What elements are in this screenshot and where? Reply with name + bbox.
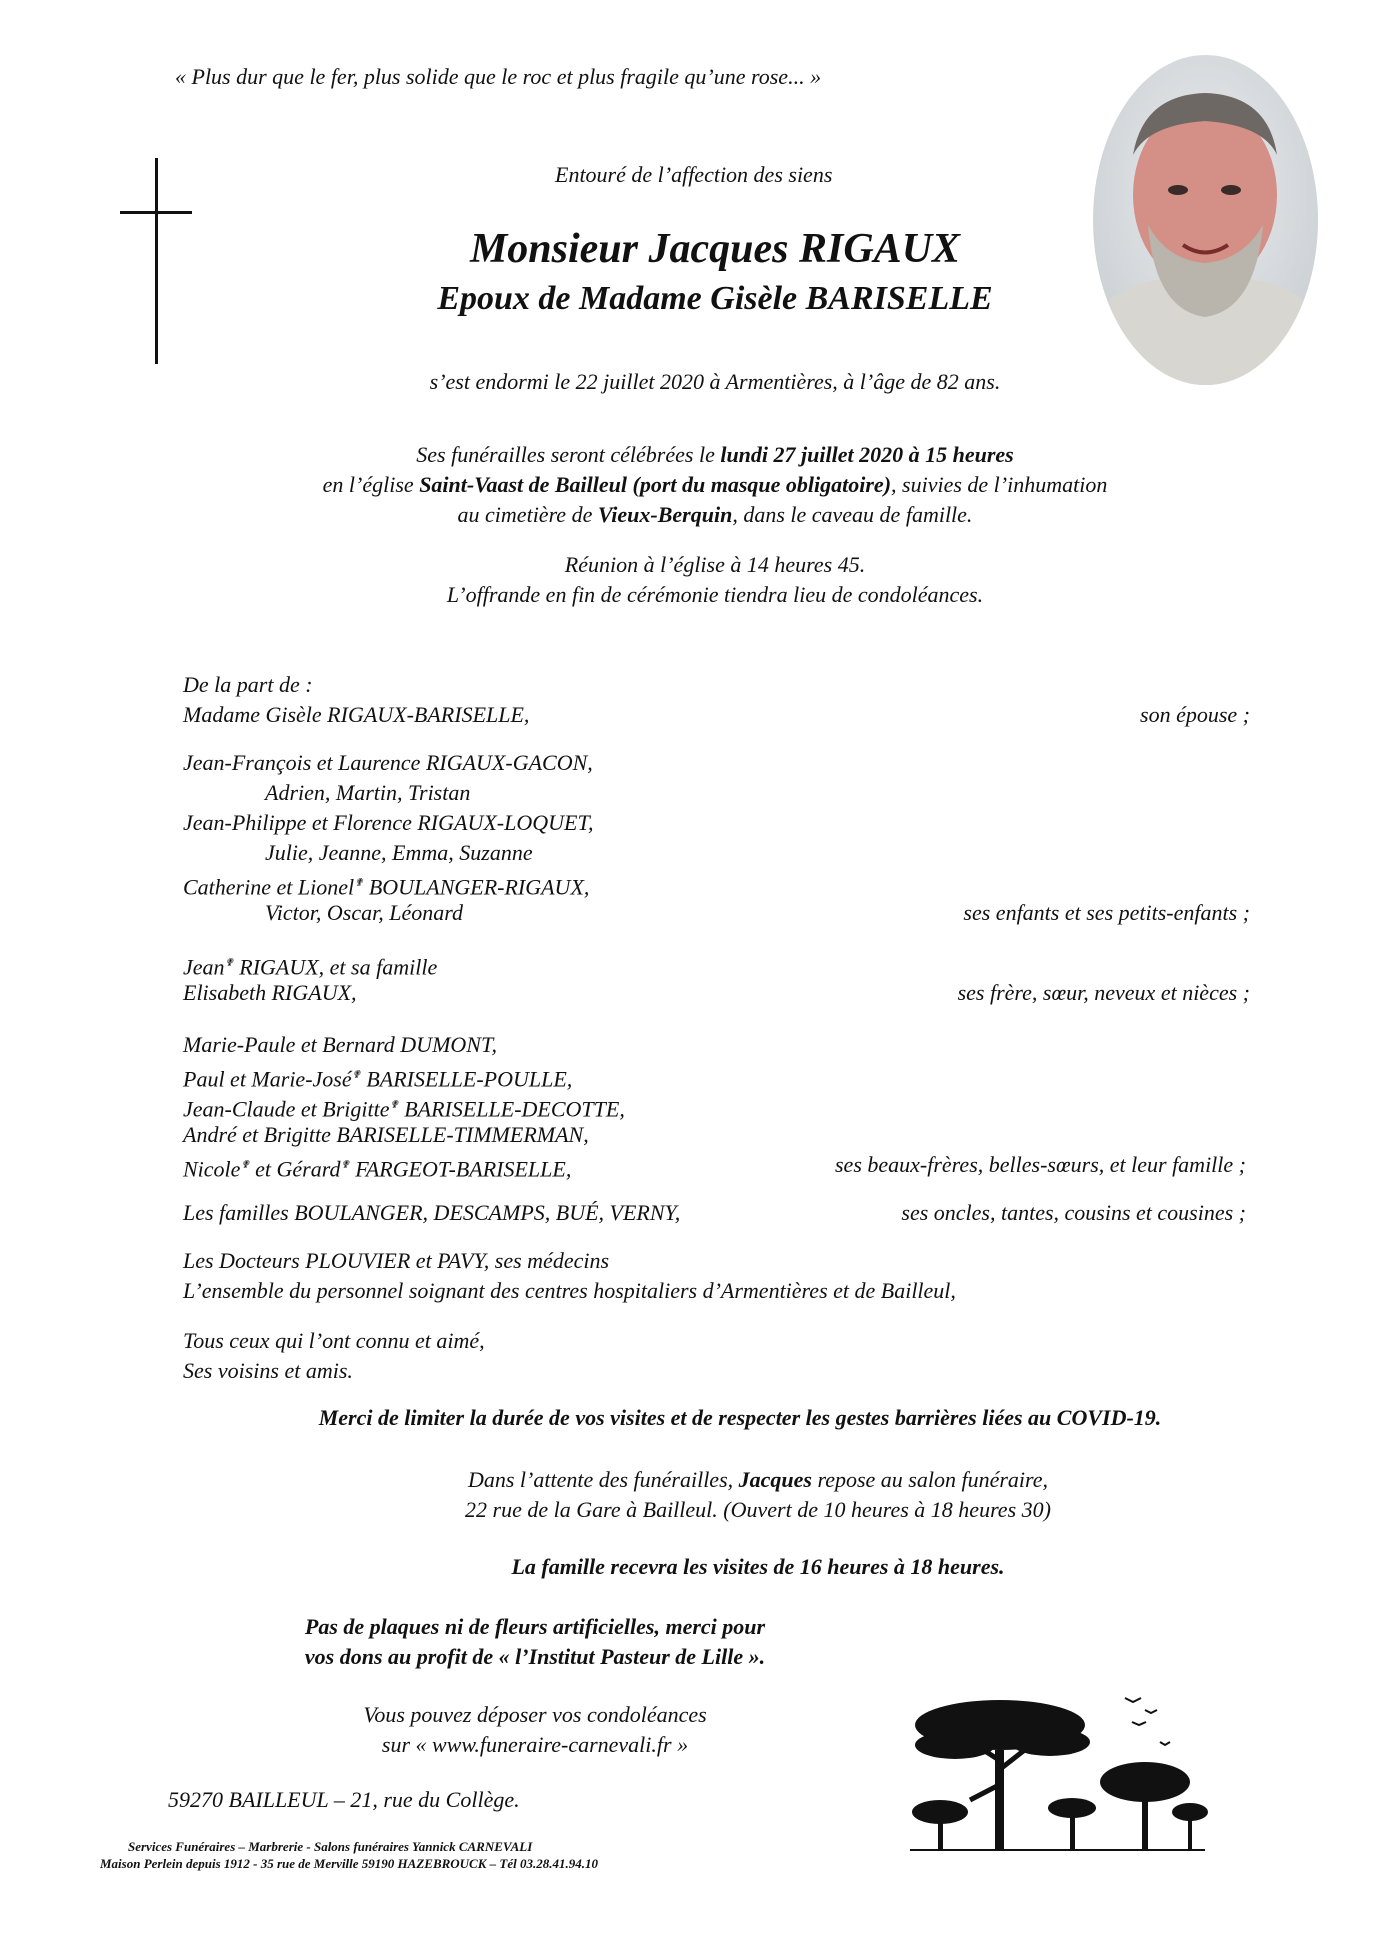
family-inlaw-1: Marie-Paule et Bernard DUMONT, (183, 1032, 498, 1057)
deceased-cross-icon: ✟ (351, 1069, 361, 1081)
rest-line-2: 22 rue de la Gare à Bailleul. (Ouvert de 10 heures à 18 heures 30) (465, 1497, 1051, 1522)
deceased-cross-icon: ✟ (354, 877, 364, 889)
deceased-cross-icon: ✟ (224, 957, 234, 969)
epigraph: « Plus dur que le fer, plus solide que le roc et plus fragile qu’une rose... » (175, 64, 822, 89)
family-families-relation: ses oncles, tantes, cousins et cousines ; (901, 1200, 1246, 1225)
deceased-cross-icon: ✟ (240, 1159, 250, 1171)
footer-line-2: Maison Perlein depuis 1912 - 35 rue de Merville 59190 HAZEBROUCK – Tél 03.28.41.94.10 (100, 1856, 598, 1871)
condolences-line-1: Vous pouvez déposer vos condoléances (363, 1702, 707, 1727)
rest-block (0, 1465, 1378, 1525)
address: 59270 BAILLEUL – 21, rue du Collège. (168, 1787, 520, 1812)
cross-icon-bar (120, 211, 192, 214)
deceased-cross-icon: ✟ (389, 1099, 399, 1111)
family-children-relation: ses enfants et ses petits-enfants ; (963, 900, 1250, 925)
funeral-line-1: Ses funérailles seront célébrées le lundi 27 juillet 2020 à 15 heures (416, 442, 1014, 467)
family-child-2: Jean-Philippe et Florence RIGAUX-LOQUET, (183, 810, 594, 835)
rest-line-1: Dans l’attente des funérailles, Jacques repose au salon funéraire, (467, 1467, 1049, 1492)
family-families: Les familles BOULANGER, DESCAMPS, BUÉ, VERNY, (183, 1200, 681, 1225)
family-header: De la part de : (183, 672, 313, 697)
family-grandchildren-2: Julie, Jeanne, Emma, Suzanne (265, 840, 533, 865)
deceased-name: Monsieur Jacques RIGAUX (469, 226, 961, 272)
covid-note: Merci de limiter la durée de vos visites et de respecter les gestes barrières liées au COVID-19. (318, 1405, 1162, 1430)
trees-birds-illustration (900, 1690, 1210, 1855)
meeting-block (0, 550, 1378, 610)
meeting-line: Réunion à l’église à 14 heures 45. (564, 552, 866, 577)
funeral-block (0, 440, 1378, 530)
family-wife: Madame Gisèle RIGAUX-BARISELLE, (183, 702, 530, 727)
family-inlaw-4: André et Brigitte BARISELLE-TIMMERMAN, (183, 1122, 589, 1147)
family-inlaw-5: Nicole✟ et Gérard✟ FARGEOT-BARISELLE, (183, 1156, 572, 1182)
family-all: Tous ceux qui l’ont connu et aimé, (183, 1328, 485, 1353)
funeral-line-2: en l’église Saint-Vaast de Bailleul (port du masque obligatoire), suivies de l’inhumation (322, 472, 1108, 497)
family-grandchildren-1: Adrien, Martin, Tristan (265, 780, 471, 805)
family-neighbors: Ses voisins et amis. (183, 1358, 353, 1383)
family-doctors: Les Docteurs PLOUVIER et PAVY, ses médecins (183, 1248, 610, 1273)
family-sibling-2: Elisabeth RIGAUX, (183, 980, 357, 1005)
family-inlaw-3: Jean-Claude et Brigitte✟ BARISELLE-DECOTTE, (183, 1096, 625, 1122)
family-child-1: Jean-François et Laurence RIGAUX-GACON, (183, 750, 593, 775)
family-wife-relation: son épouse ; (1140, 702, 1250, 727)
family-siblings-relation: ses frère, sœur, neveux et nièces ; (957, 980, 1250, 1005)
family-child-3: Catherine et Lionel✟ BOULANGER-RIGAUX, (183, 874, 590, 900)
death-line: s’est endormi le 22 juillet 2020 à Armentières, à l’âge de 82 ans. (429, 369, 1001, 394)
intro-line: Entouré de l’affection des siens (555, 162, 833, 187)
footer-line-1: Services Funéraires – Marbrerie - Salons funéraires Yannick CARNEVALI (128, 1839, 533, 1854)
family-grandchildren-3: Victor, Oscar, Léonard (265, 900, 463, 925)
condolences-line-2: sur « www.funeraire-carnevali.fr » (381, 1732, 689, 1757)
family-sibling-1: Jean✟ RIGAUX, et sa famille (183, 954, 438, 980)
visits-note: La famille recevra les visites de 16 heures à 18 heures. (511, 1554, 1005, 1579)
flowers-block (0, 1612, 1070, 1672)
deceased-cross-icon: ✟ (340, 1159, 350, 1171)
spouse-line: Epoux de Madame Gisèle BARISELLE (437, 280, 993, 317)
deceased-portrait (1093, 55, 1318, 385)
flowers-line-1: Pas de plaques ni de fleurs artificielles, merci pour (304, 1614, 766, 1639)
family-inlaw-2: Paul et Marie-José✟ BARISELLE-POULLE, (183, 1066, 573, 1092)
offering-line: L’offrande en fin de cérémonie tiendra lieu de condoléances. (446, 582, 984, 607)
family-inlaws-relation: ses beaux-frères, belles-sœurs, et leur famille ; (835, 1152, 1246, 1177)
flowers-line-2: vos dons au profit de « l’Institut Pasteur de Lille ». (304, 1644, 766, 1669)
family-hospital-staff: L’ensemble du personnel soignant des centres hospitaliers d’Armentières et de Bailleul, (183, 1278, 956, 1303)
funeral-line-3: au cimetière de Vieux-Berquin, dans le caveau de famille. (457, 502, 973, 527)
